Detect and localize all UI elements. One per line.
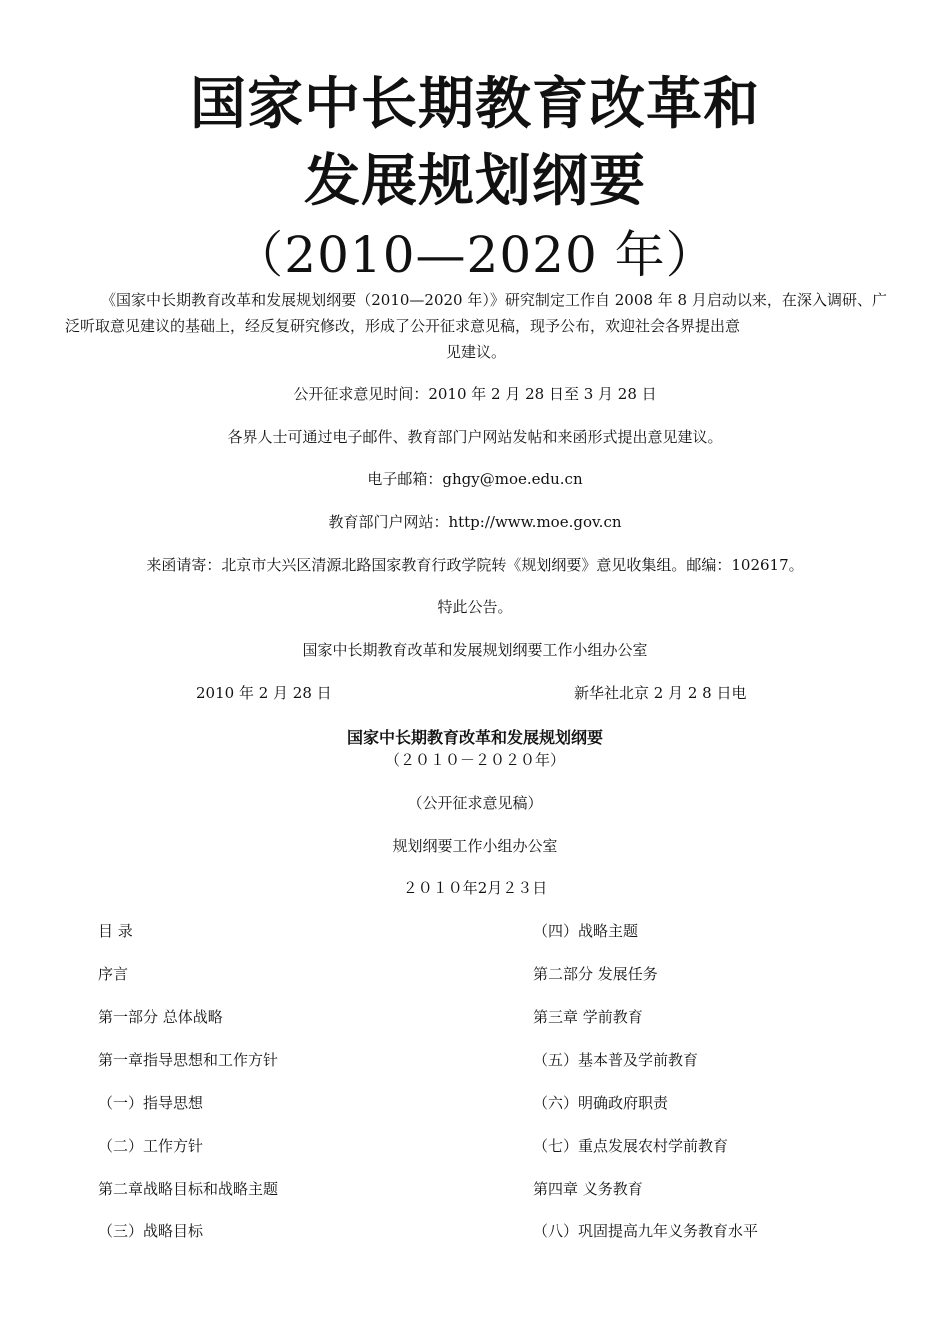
toc-item: （一）指导思想 (98, 1094, 204, 1112)
comment-channels: 各界人士可通过电子邮件、教育部门户网站发帖和来函形式提出意见建议。 (227, 428, 723, 446)
toc-item: （七）重点发展农村学前教育 (533, 1137, 729, 1155)
toc-item: （八）巩固提高九年义务教育水平 (533, 1222, 759, 1240)
news-source: 新华社北京 2 月 2 8 日电 (574, 684, 747, 702)
intro-main-text: 《国家中长期教育改革和发展规划纲要（2010—2020 年）》研究制定工作自 2008 年 8 月启动以来，在深入调研、广泛听取意见建议的基础上，经反复研究修改，形成了公开征求意见稿，现予公布，欢迎社会各界提出意 (65, 291, 887, 335)
toc-item: 第一章指导思想和工作方针 (98, 1051, 279, 1069)
doc-title: 国家中长期教育改革和发展规划纲要 (346, 728, 603, 747)
toc-item: 第二章战略目标和战略主题 (98, 1180, 279, 1198)
doc-office: 规划纲要工作小组办公室 (392, 837, 558, 855)
toc-item: 目 录 (98, 922, 133, 940)
toc-item: （二）工作方针 (98, 1137, 204, 1155)
notice-date: 2010 年 2 月 28 日 (196, 684, 332, 702)
main-title-line1: 国家中长期教育改革和 (190, 72, 760, 137)
toc-item: （五）基本普及学前教育 (533, 1051, 699, 1069)
toc-item: 第三章 学前教育 (533, 1008, 643, 1026)
toc-item: 第一部分 总体战略 (98, 1008, 223, 1026)
office-signature: 国家中长期教育改革和发展规划纲要工作小组办公室 (302, 641, 648, 659)
doc-draft-label: （公开征求意见稿） (407, 794, 543, 812)
toc-item: （四）战略主题 (533, 922, 639, 940)
doc-years: （２０１０－２０２０年） (384, 751, 565, 769)
website-line: 教育部门户网站：http://www.moe.gov.cn (328, 513, 622, 531)
mail-address-line: 来函请寄：北京市大兴区清源北路国家教育行政学院转《规划纲要》意见收集组。邮编：102617。 (146, 556, 804, 574)
toc-item: （三）战略目标 (98, 1222, 204, 1240)
toc-item: 第二部分 发展任务 (533, 965, 658, 983)
intro-paragraph (65, 287, 887, 365)
main-title-line2: 发展规划纲要 (304, 149, 646, 214)
toc-item: （六）明确政府职责 (533, 1094, 669, 1112)
intro-end-text: 见建议。 (445, 343, 506, 361)
closing-line: 特此公告。 (437, 598, 513, 616)
email-line: 电子邮箱：ghgy@moe.edu.cn (367, 470, 583, 488)
toc-item: 序言 (98, 965, 129, 983)
toc-item: 第四章 义务教育 (533, 1180, 643, 1198)
main-title-years: （2010—2020 年） (233, 226, 717, 284)
doc-date: ２０１０年2月２３日 (402, 879, 548, 897)
comment-period: 公开征求意见时间：2010 年 2 月 28 日至 3 月 28 日 (293, 385, 657, 403)
